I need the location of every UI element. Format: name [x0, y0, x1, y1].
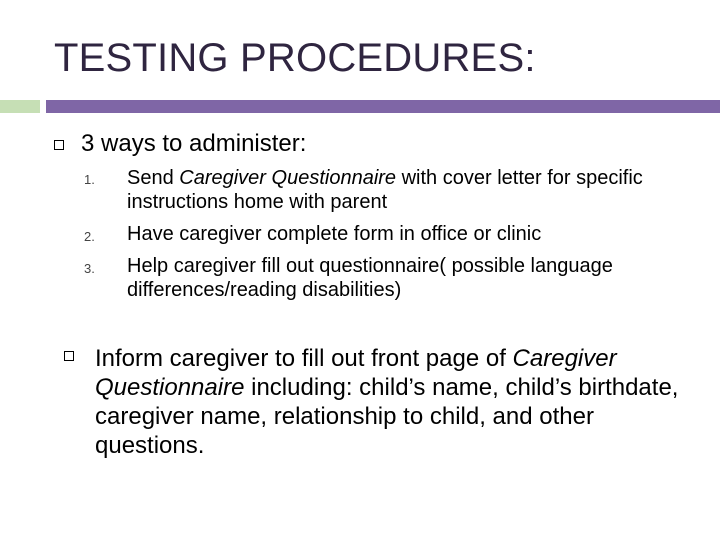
list-number: 1. — [84, 172, 95, 187]
accent-bar-right — [46, 100, 720, 113]
hollow-square-bullet-icon — [64, 351, 74, 361]
accent-bar-left — [0, 100, 40, 113]
list-item: Help caregiver fill out questionnaire( possible language differences/reading disabilities) — [127, 255, 613, 301]
paragraph-text: Inform caregiver to fill out front page of — [95, 345, 513, 372]
list-item — [127, 166, 697, 214]
slide-title: TESTING PROCEDURES: — [54, 36, 536, 80]
list-item-text: with cover letter for specific instructions home with parent — [127, 167, 643, 213]
list-number: 2. — [84, 229, 95, 244]
list-item-emphasis: Caregiver Questionnaire — [179, 167, 397, 189]
list-number: 3. — [84, 261, 95, 276]
paragraph-emphasis: Caregiver Questionnaire — [95, 345, 617, 401]
bullet-inform-caregiver — [95, 344, 700, 460]
list-item-text: Send — [127, 167, 180, 189]
list-item: Have caregiver complete form in office or clinic — [127, 223, 542, 245]
hollow-square-bullet-icon — [54, 140, 64, 150]
paragraph-text: including: child’s name, child’s birthdate, caregiver name, relationship to child, and other questions. — [95, 374, 679, 459]
bullet-administer-ways: 3 ways to administer: — [81, 130, 307, 157]
